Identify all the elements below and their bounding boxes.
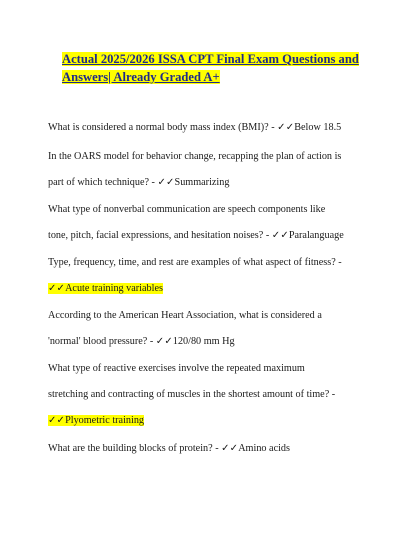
title-line-2: Answers| Already Graded A+ [62, 70, 220, 84]
document-title [62, 50, 382, 86]
question-plyometric-line-2: stretching and contracting of muscles in the shortest amount of time? - [48, 389, 336, 400]
question-blood-pressure-line-1: According to the American Heart Association, what is considered a [48, 310, 322, 321]
question-plyometric-line-1: What type of reactive exercises involve the repeated maximum [48, 363, 305, 374]
question-oars-line-1: In the OARS model for behavior change, recapping the plan of action is [48, 151, 342, 162]
question-nonverbal-line-2: tone, pitch, facial expressions, and hesitation noises? - ✓✓Paralanguage [48, 230, 344, 241]
question-nonverbal-line-1: What type of nonverbal communication are speech components like [48, 204, 326, 215]
answer-acute-training-variables [48, 282, 163, 296]
title-line-1: Actual 2025/2026 ISSA CPT Final Exam Questions and [62, 52, 359, 66]
question-bmi: What is considered a normal body mass index (BMI)? - ✓✓Below 18.5 [48, 122, 342, 133]
highlighted-answer: ✓✓Acute training variables [48, 283, 163, 294]
answer-plyometric-training [48, 414, 144, 428]
highlighted-answer: ✓✓Plyometric training [48, 415, 145, 426]
question-oars-line-2: part of which technique? - ✓✓Summarizing [48, 177, 230, 188]
question-blood-pressure-line-2: 'normal' blood pressure? - ✓✓120/80 mm Hg [48, 336, 235, 347]
question-protein: What are the building blocks of protein? - ✓✓Amino acids [48, 443, 290, 454]
question-fitness-line-1: Type, frequency, time, and rest are examples of what aspect of fitness? - [48, 257, 342, 268]
